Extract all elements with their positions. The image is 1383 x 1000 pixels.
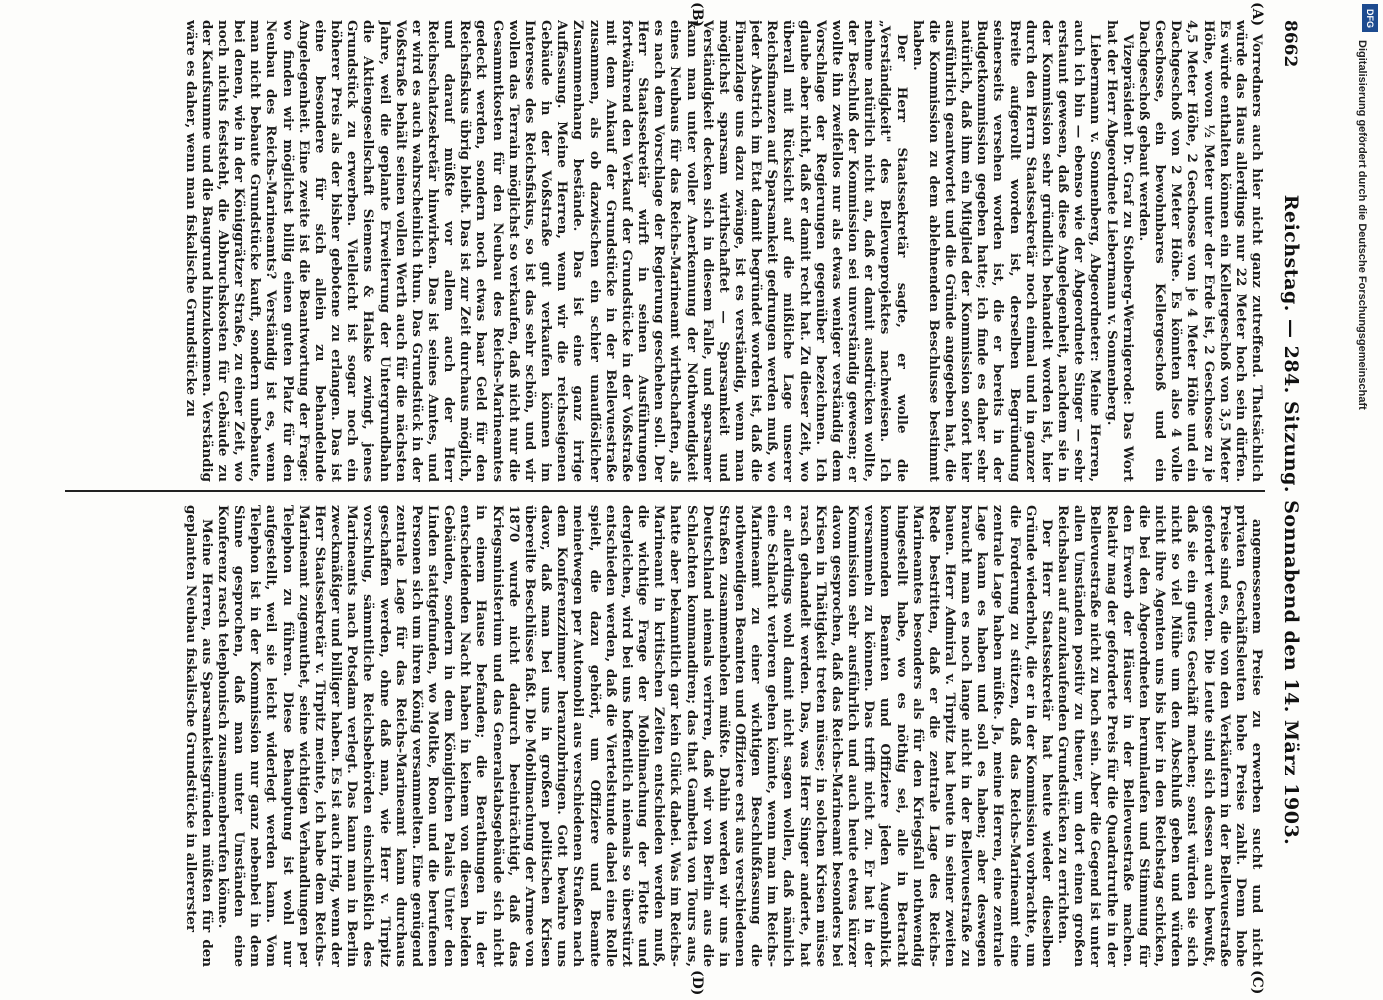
rotated-page-content [30,0,1310,1000]
paragraph: Der Herr Staatssekretär hat heute wieder dieselben Gründe wiederholt, die er in der Kommission vorbrachte, um die Forderung zu stützen, daß das Reichs-Marineamt eine zentrale Lage haben müßte. Ja, meine Herren, eine zentrale Lage kann es haben und soll es haben; aber deswegen braucht man es noch lange nicht in der Bellevuestraße zu bauen. Herr Admiral v. Tirpitz hat heute in seiner zweiten Rede bestritten, daß er die zentrale Lage des Reichs-Marineamtes besonders als für den Kriegsfall nothwendig hingestellt habe, wo es nöthig sei, alle in Betracht kommenden Beamten und Offiziere jeden Augenblick versammeln zu können. Das trifft nicht zu. Er hat in der Kommission sehr ausführlich und auch heute etwas kürzer davon gesprochen, daß das Reichs-Marineamt besonders bei Krisen in Thätigkeit treten müsse; in solchen Krisen müsse rasch gehandelt werden. Das, was Herr Singer anderte, hat er allerdings wohl damit nicht sagen wollen, daß nämlich eine Schlacht verloren gehen könnte, wenn man im Reichs-Marineamt zu einer wichtigen Beschlußfassung die nothwendigen Beamten und Offiziere erst aus verschiedenen Straßen zusammenholen müßte. Dahin werden wir uns in Deutschland niemals verirren, daß wir von Berlin aus die Schlachten kommandiren; das that Gambetta von Tours aus, hatte aber bekanntlich gar kein Glück dabei. Was im Reichs-Marineamt in kritischen Zeiten entschieden werden muß, die wichtige Frage der Mobilmachung der Flotte und dergleichen, wird bei uns hoffentlich niemals so überstürzt entschieden werden, daß die Viertelstunde dabei eine Rolle spielt, die dazu gehört, um Offiziere und Beamte meinetwegen per Automobil aus verschiedenen Straßen nach dem Konferenzzimmer heranzubringen. Gott bewahre uns davor, daß man bei uns in großen politischen Krisen übereilte Beschlüsse faßt. Die Mobilmachung der Armee von 1870 wurde nicht dadurch beeinträchtigt, daß das Kriegsministerium und das Generalstabsgebäude sich nicht in einem Hause befanden; die Berathungen in der entscheidenden Nacht haben in keinem von diesen beiden Gebäuden, sondern in dem Königlichen Palais Unter den Linden stattgefunden, wo Moltke, Roon und die berufenen Personen sich um ihren König versammelten. Eine genügend zentrale Lage für das Reichs-Marineamt kann durchaus geschaffen werden, ohne daß man, wie Herr v. Tirpitz vorschlug, sämmtliche Reichsbehörden einschließlich des Marineamts nach Potsdam verlegt. Das kann man in Berlin zweckmäßiger und billiger haben. Es ist auch irrig, wenn der Herr Staatssekretär v. Tirpitz meinte, ich habe dem Reichs-Marineamt zugemuthet, seine wichtigen Verhandlungen per Telephon zu führen. Diese Behauptung ist wohl nur aufgestellt, weil sie leicht widerlegt werden kann. Vom Telephon ist in der Kommission nur ganz nebenbei in dem Sinne gesprochen, daß man unter Umständen eine Konferenz rasch telephonisch zusammenberufen könne. [215,505,1055,967]
paragraph: Vorredners auch hier nicht ganz zutreffend. Thatsächlich würde das Haus allerdings nur 22 Meter hoch sein dürfen. Es würde enthalten können ein Kellergeschoß von 3,5 Meter Höhe, wovon ½ Meter unter der Erde ist, 2 Geschosse zu je 4,5 Meter Höhe, 2 Geschosse von je 4 Meter Höhe und ein Dachgeschoß von 2 Meter Höhe. Es könnten also 4 volle Geschosse, ein bewohnbares Kellergeschoß und ein Dachgeschoß gebaut werden. [1135,20,1265,482]
digitization-credit: Digitalisierung gefördert durch die Deutsche Forschungsgemeinschaft [1356,40,1368,410]
left-column [65,20,1265,482]
page-title: Reichstag. — 284. Sitzung. Sonnabend den 14. März 1903. [1280,194,1302,846]
paragraph: Liebermann v. Sonnenberg, Abgeordneter: Meine Herren, auch ich bin — ebenso wie der Abgeordnete Singer — sehr erstaunt gewesen, daß diese Angelegenheit, nachdem sie in der Kommission sehr gründlich behandelt worden ist, hier durch den Herrn Staatssekretär noch einmal und in ganzer Breite aufgerollt worden ist, derselben Begründung seinerseits versehen worden ist, die er bereits in der Budgetkommission gegeben hatte; ich finde es daher sehr natürlich, daß ihm ein Mitglied der Kommission sofort hier ausführlich geantwortet und die Gründe angegeben hat, die die Kommission zu dem ablehnenden Beschlusse bestimmt haben. [909,20,1104,482]
margin-marker-a: (A) [1249,2,1265,27]
paragraph: Der Herr Staatssekretär sagte, er wolle die „Verständigkeit" des Bellevueprojektes nachweisen. Ich nehme natürlich nicht an, daß er damit ausdrücken wollte, der Beschluß der Kommission sei unverständig gewesen; er wollte ihn zweifellos nur als etwas weniger verständig dem Vorschlage der Regierungen gegenüber bezeichnen. Ich glaube aber nicht, daß er damit recht hat. Zu dieser Zeit, wo überall mit Rücksicht auf die mißliche Lage unserer Reichsfinanzen auf Sparsamkeit gedrungen werden muß, wo jeder Abstrich im Etat damit begründet worden ist, daß die Finanzlage uns dazu zwänge, ist es verständig, wenn man möglichst sparsam wirthschaftet — Sparsamkeit und Verständigkeit decken sich in diesem Falle, und sparsamer kann man unter voller Anerkennung der Nothwendigkeit eines Neubaus für das Reichs-Marineamt wirthschaften, als es nach dem Vorschlage der Regierung geschehen soll. Der Herr Staatssekretär wirft in seinen Ausführungen fortwährend den Verkauf der Grundstücke in der Voßstraße mit dem Ankauf der Grundstücke in der Bellevuestraße zusammen, als ob dazwischen ein schier unauflöslicher Zusammenhang bestände. Das ist eine ganz irrige Auffassung. Meine Herren, wenn wir die reichseigenen Gebäude in der Voßstraße gut verkaufen können im Interesse des Reichsfiskus, so ist das sehr schön, und wir wollen das Terrain möglichst so verkaufen, daß nicht nur die Gesammtkosten für den Neubau des Reichs-Marineamtes gedeckt werden, sondern noch etwas baar Geld für den Reichsfiskus übrig bleibt. Das ist zur Zeit durchaus möglich, und darauf müßte vor allem auch der Herr Reichsschatzsekretär hinwirken. Das ist seines Amtes, und er wird es auch wahrscheinlich thun. Das Grundstück in der Voßstraße behält seinen vollen Werth auch für die nächsten Jahre, weil die geplante Erweiterung der Untergrundbahn die Aktiengesellschaft Siemens & Halske zwingt, jenes Grundstück zu erwerben. Vielleicht ist sogar noch ein höherer Preis als der bisher gebotene zu erlangen. Das ist eine besondere für sich allein zu behandelnde Angelegenheit. Eine zweite ist die Beantwortung der Frage: wo finden wir möglichst billig einen guten Platz für den Neubau des Reichs-Marineamts? Verständig ist es, wenn man nicht bebaute Grundstücke kauft, sondern unbebaute, bei denen, wie in der Königgrätzer Straße, zu einer Zeit, wo noch nichts feststeht, die Abbruchskosten für Gebäude zu der Kaufsumme und die Baugrund hinzukommen. Verständig wäre es daher, wenn man fiskalische Grundstücke zu [182,20,910,482]
page-number: 8662 [1280,20,1300,68]
margin-marker-d: (D) [689,970,705,996]
column-divider [65,490,1265,492]
dfg-logo: DFG [1362,4,1378,32]
paragraph: angemessenem Preise zu erwerben sucht und nicht privaten Geschäftsleuten hohe Preise zahlt. Denn hohe Preise sind es, die von den Verkäufern in der Bellevuestraße gefordert werden. Die Leute sind sich dessen auch bewußt, daß sie ein gutes Geschäft machen; sonst würden sie sich nicht so viel Mühe um den Abschluß geben und würden nicht ihre Agenten uns bis hier in den Reichstag schicken, die bei den Abgeordneten herumlaufen und Stimmung für den Erwerb der Häuser in der Bellevuestraße machen. Relativ mag der geforderte Preis für die Quadratruthe in der Bellevuestraße nicht zu hoch sein. Aber die Gegend ist unter allen Umständen positiv zu theuer, um dort einen großen Reichsbau auf anzukaufenden Grundstücken zu errichten. [1055,505,1265,967]
paragraph: Vizepräsident Dr. Graf zu Stolberg-Wernigerode: Das Wort hat der Herr Abgeordnete Liebermann v. Sonnenberg. [1103,20,1136,482]
margin-marker-b: (B) [689,2,705,28]
right-column [65,505,1265,967]
page-header [1274,20,1302,980]
margin-marker-c: (C) [1249,970,1265,995]
paragraph: Meine Herren, aus Sparsamkeitsgründen müßten für den geplanten Neubau fiskalische Grundstücke in allererster [182,505,215,967]
